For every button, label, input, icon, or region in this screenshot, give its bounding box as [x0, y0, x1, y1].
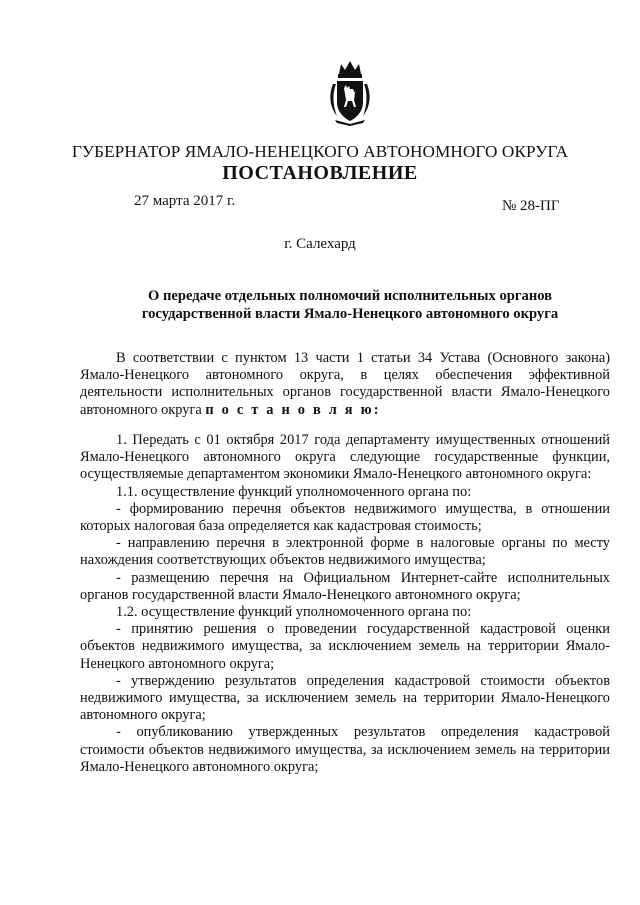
list-item: - принятию решения о проведении государственной кадастровой оценки объектов недвижимого имущества, за исключением земель на территории Ямало-Ненецкого автономного округа;	[80, 621, 610, 672]
list-item: 1.1. осуществление функций уполномоченного органа по:	[116, 483, 472, 500]
coat-of-arms-icon	[327, 60, 373, 126]
document-number: № 28-ПГ	[502, 198, 560, 214]
document-city: г. Салехард	[284, 236, 356, 252]
list-item: - опубликованию утвержденных результатов определения кадастровой стоимости объектов недвижимого имущества, за исключением земель на территории Ямало-Ненецкого автономного округа;	[80, 724, 610, 775]
document-type: ПОСТАНОВЛЕНИЕ	[222, 162, 418, 184]
resolve-word: п о с т а н о в л я ю:	[205, 401, 381, 418]
document-date: 27 марта 2017 г.	[134, 193, 236, 209]
list-item: - утверждению результатов определения кадастровой стоимости объектов недвижимого имущества, за исключением земель на территории Ямало-Ненецкого автономного округа;	[80, 672, 610, 724]
list-item: - направлению перечня в электронной форме в налоговые органы по месту нахождения соответствующих объектов недвижимого имущества;	[80, 535, 610, 569]
list-item: 1. Передать с 01 октября 2017 года департаменту имущественных отношений Ямало-Ненецкого автономного округа следующие государственные функции, осуществляемые департаментом экономики Ямало-Ненецкого автономного округа:	[80, 432, 610, 483]
decree-items	[80, 432, 610, 776]
list-item: 1.2. осуществление функций уполномоченного органа по:	[116, 604, 472, 621]
subject-line-2: государственной власти Ямало-Ненецкого автономного округа	[141, 306, 559, 322]
document-subject	[80, 287, 620, 323]
governor-title: ГУБЕРНАТОР ЯМАЛО-НЕНЕЦКОГО АВТОНОМНОГО ОКРУГА	[71, 142, 569, 161]
list-item: - формированию перечня объектов недвижимого имущества, в отношении которых налоговая база определяется как кадастровая стоимость;	[80, 500, 610, 535]
preamble	[80, 350, 610, 419]
list-item: - размещению перечня на Официальном Интернет-сайте исполнительных органов государственной власти Ямало-Ненецкого автономного округа;	[80, 569, 610, 603]
subject-line-1: О передаче отдельных полномочий исполнительных органов	[147, 288, 553, 304]
preamble-text: В соответствии с пунктом 13 части 1 статьи 34 Устава (Основного закона) Ямало-Ненецкого автономного округа, в целях обеспечения эффективной деятельности исполнительных органов государственной власти Ямало-Ненецкого автономного округа	[80, 350, 610, 418]
